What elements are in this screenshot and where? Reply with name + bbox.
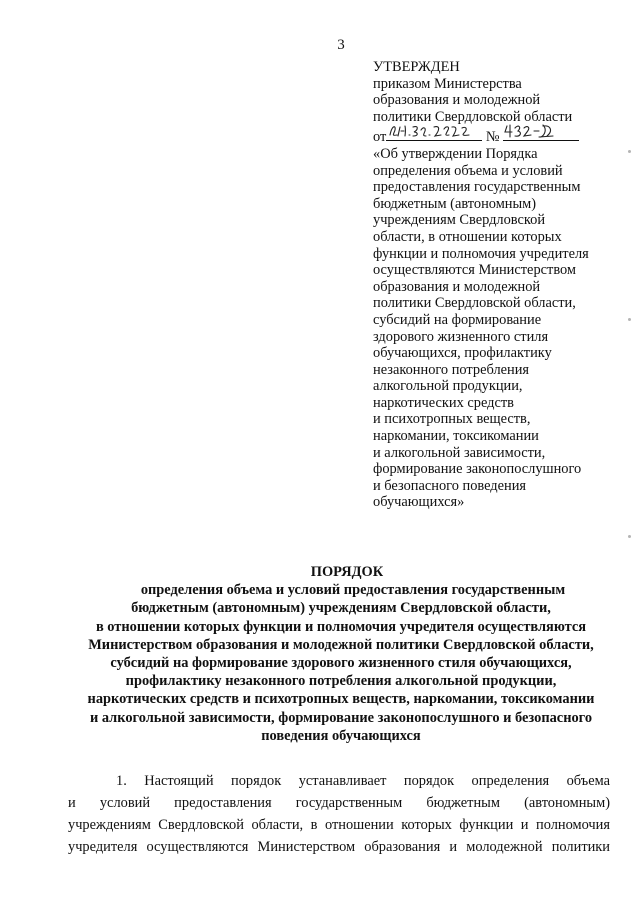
scan-edge-mark: [628, 535, 631, 538]
subject-line: «Об утверждении Порядка: [373, 145, 538, 162]
title-line: субсидий на формирование здорового жизненного стиля обучающихся,: [110, 655, 572, 672]
approval-title: УТВЕРЖДЕН: [373, 59, 460, 75]
subject-line: учреждениям Свердловской: [373, 212, 546, 229]
subject-line: определения объема и условий: [373, 162, 563, 179]
page-number: 3: [337, 37, 345, 53]
subject-line: функции и полномочия учредителя: [373, 245, 589, 262]
subject-line: и безопасного поведения: [373, 477, 527, 494]
title-line: в отношении которых функции и полномочия учредителя осуществляются: [95, 618, 587, 635]
title-line: и алкогольной зависимости, формирование законопослушного и безопасного: [89, 709, 593, 726]
handwritten-number: [503, 125, 579, 141]
document-title: [40, 563, 640, 745]
handwritten-date-scribble: [386, 121, 482, 141]
handwritten-number-scribble: [503, 121, 579, 141]
number-prefix: №: [485, 129, 500, 146]
subject-line: наркомании, токсикомании: [373, 428, 539, 445]
approval-block: [373, 59, 613, 511]
approval-line: политики Свердловской области: [373, 108, 573, 125]
subject-line: и психотропных веществ,: [373, 411, 531, 428]
approval-line: образования и молодежной: [373, 92, 541, 109]
title-line: Министерством образования и молодежной политики Свердловской области,: [88, 636, 594, 653]
title-heading: ПОРЯДОК: [310, 564, 384, 580]
order-date-number-line: [373, 125, 613, 146]
subject-line: и алкогольной зависимости,: [373, 444, 546, 461]
title-line: профилактику незаконного потребления алкогольной продукции,: [125, 673, 557, 690]
subject-line: осуществляются Министерством: [373, 262, 577, 279]
subject-line: здорового жизненного стиля: [373, 328, 549, 345]
subject-line: предоставления государственным: [373, 179, 581, 196]
handwritten-date: [386, 125, 482, 141]
subject-line: обучающихся»: [373, 494, 465, 511]
scan-edge-mark: [628, 318, 631, 321]
title-line: определения объема и условий предоставления государственным: [140, 582, 566, 599]
title-line: бюджетным (автономным) учреждениям Свердловской области,: [131, 600, 551, 617]
date-prefix: от: [373, 129, 387, 146]
subject-line: политики Свердловской области,: [373, 295, 576, 312]
subject-line: образования и молодежной: [373, 278, 541, 295]
body-line: и условий предоставления государственным бюджетным (автономным): [68, 795, 610, 811]
subject-line: незаконного потребления: [373, 361, 530, 378]
body-line: учреждениям Свердловской области, в отношении которых функции и полномочия: [68, 817, 610, 833]
scan-edge-mark: [628, 150, 631, 153]
body-paragraph: [68, 770, 610, 858]
body-line: учредителя осуществляются Министерством образования и молодежной политики: [68, 839, 610, 855]
subject-line: области, в отношении которых: [373, 228, 562, 245]
subject-line: наркотических средств: [373, 394, 514, 411]
approval-line: приказом Министерства: [373, 75, 522, 92]
subject-line: формирование законопослушного: [373, 461, 582, 478]
title-line: наркотических средств и психотропных веществ, наркомании, токсикомании: [87, 691, 595, 708]
subject-line: обучающихся, профилактику: [373, 345, 552, 362]
title-line: поведения обучающихся: [261, 727, 421, 744]
subject-line: алкогольной продукции,: [373, 378, 523, 395]
subject-line: бюджетным (автономным): [373, 195, 537, 212]
body-line: 1. Настоящий порядок устанавливает порядок определения объема: [116, 773, 610, 789]
subject-line: субсидий на формирование: [373, 311, 542, 328]
